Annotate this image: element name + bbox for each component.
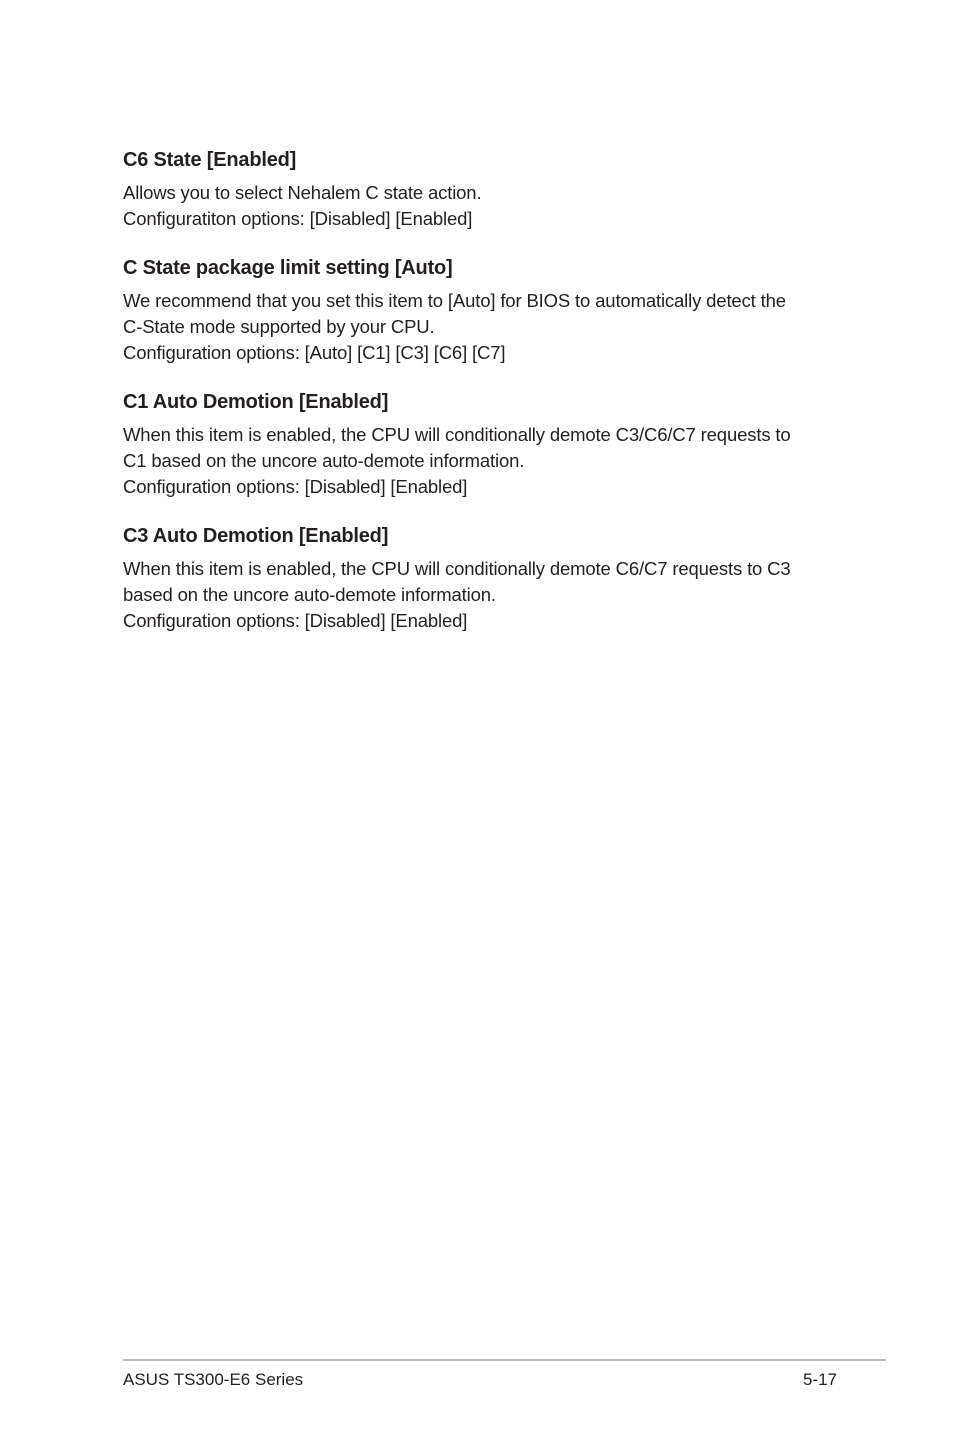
section-title: C1 Auto Demotion [Enabled] [123,391,389,413]
section-c3-auto-demotion [123,522,863,634]
body-line: Configuration options: [Disabled] [Enabled] [123,476,468,497]
page-content [123,146,863,656]
section-title: C State package limit setting [Auto] [123,257,453,279]
body-line: C1 based on the uncore auto-demote information. [123,450,525,471]
body-line: Allows you to select Nehalem C state action. [123,182,482,203]
section-c-state-package-limit [123,254,863,366]
section-body [123,180,863,232]
body-line: When this item is enabled, the CPU will conditionally demote C3/C6/C7 requests to [123,424,791,445]
section-body [123,422,863,500]
body-line: Configuration options: [Auto] [C1] [C3] [C6] [C7] [123,342,506,363]
section-body [123,556,863,634]
body-line: C-State mode supported by your CPU. [123,316,435,337]
body-line: When this item is enabled, the CPU will conditionally demote C6/C7 requests to C3 [123,558,791,579]
section-body [123,288,863,366]
body-line: based on the uncore auto-demote information. [123,584,496,605]
body-line: Configuration options: [Disabled] [Enabled] [123,610,468,631]
section-c6-state [123,146,863,232]
section-title: C6 State [Enabled] [123,149,297,171]
body-line: Configuratiton options: [Disabled] [Enabled] [123,208,473,229]
section-title: C3 Auto Demotion [Enabled] [123,525,389,547]
footer-product-name: ASUS TS300-E6 Series [123,1370,304,1389]
section-c1-auto-demotion [123,388,863,500]
body-line: We recommend that you set this item to [Auto] for BIOS to automatically detect the [123,290,786,311]
footer-page-number: 5-17 [802,1370,837,1389]
footer-divider [123,1359,886,1361]
